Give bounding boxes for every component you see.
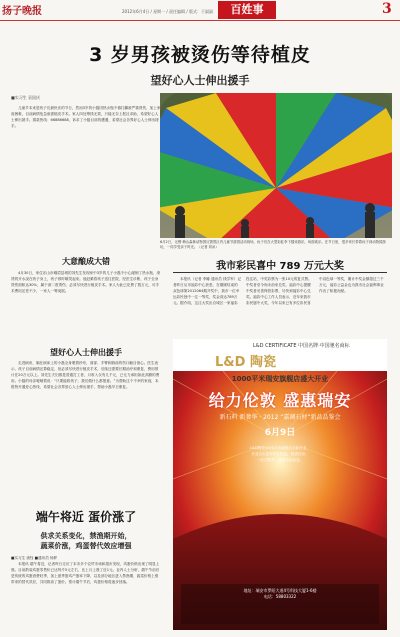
subhead: 望好心人士伸出援手: [150, 74, 250, 87]
ad-detail-text: [173, 445, 387, 463]
ad-brand-name: L&D 陶瓷: [215, 355, 276, 370]
egg-price-byline: ■实习生 唐钰 ■通讯员 杨梦: [11, 556, 58, 560]
ad-tagline: 1000平米瑞安旗舰店盛大开业: [231, 375, 329, 383]
ad-certificate-mark: L&D CERTIFICATE 中国名牌·中国驰名商标: [253, 343, 350, 349]
section-heading-accident: 大意酿成大错: [62, 257, 110, 266]
ad-event-date: 6月9日: [264, 428, 296, 438]
page-number: 3: [382, 1, 392, 17]
article-body-accident: 4月30日，家住乐山市峨眉县城的刘先生发现家中3岁的儿子小磊不小心碰倒了热水瓶，滚烫的开水浇在孩子身上，孩子顿时嚎哭起来。他赶紧将孩子送往医院，经医生诊断，孩子全身烫伤面积达30%，属于深二度烫伤，必须尽快进行植皮手术。家人为此已花费了数万元，可手术费用还差不少，一家人一筹莫展。: [11, 271, 161, 293]
photo-caption: 6月2日，无锡·梅山森林动物园反馈景区内儿童节游园活动现场，孩子们在大型彩虹伞下嬉戏游乐，场面欢乐。在节日里，很多家长带着孩子到动物园游玩，一同享受亲子时光。（记者 刘冰）: [160, 240, 386, 250]
lottery-headline: 我市彩民喜中 789 万元大奖: [216, 261, 344, 272]
egg-price-article: [11, 555, 161, 585]
ad-address-line: 地址：瑞安市罗阳大道4号科技大厦1-6楼: [243, 588, 317, 593]
ad-contact-info: [173, 588, 387, 600]
egg-price-subheadline: [11, 531, 161, 551]
news-photo: [160, 93, 392, 238]
section-heading-appeal: 望好心人士伸出援手: [50, 348, 122, 357]
section-title: 百姓事: [218, 1, 276, 19]
issue-line: 2012年6月4日 / 星期一 / 责任编辑 / 版式：于淑淑: [122, 9, 213, 14]
article-body-appeal: 走进病房，躺在病床上的小磊全身裹着纱布，面部、手臂和胸前的伤口触目惊心。医生表示，孩子目前病情还算稳定，但必须尽快进行植皮手术，后续还需要长期治疗和康复，费用预计在20万元以上。刘先生夫妇都是普通打工者，月收入仅有几千元，已无力承担如此高额的费用。小磊的母亲哽咽着说：“只要能救孩子，我们做什么都愿意。”为帮助这个不幸的家庭，本报特开通爱心热线，希望社会各界爱心人士伸出援手，帮助小磊早日康复。: [11, 361, 160, 389]
newspaper-logo: 扬子晚报: [2, 6, 42, 17]
ad-event-title: 新石料 新奢华 · 2012 “嘉调石材”新品品鉴会: [219, 414, 341, 421]
byline: ■实习生 袁国庆: [11, 95, 41, 100]
ad-slogan: 给力伦敦 盛惠瑞安: [208, 391, 352, 410]
ad-detail-line: L&D陶瓷1000平米旗舰店全新开业，: [250, 446, 310, 450]
ad-phone-line: 电话：58803322: [263, 594, 297, 599]
lead-paragraph: 儿童节本来是孩子们最快乐的节日，然而3岁的小磊因热水瓶不慎打翻被严重烫伤，加上家庭困难，目前病情危急亟需植皮手术。家人四处筹钱无果，只能无奈上报社求助，希望好心人士伸出援手。捐款热线：66886688，诉求了小磊目前的遭遇，希望社会各界好心人士伸出援手。: [11, 106, 161, 128]
headline: 3 岁男孩被烫伤等待植皮: [89, 44, 311, 66]
ad-detail-line: 开业当天更有好礼相送，惊喜折扣，: [251, 452, 309, 456]
subheadline-line: 供求关系变化，禁渔期开始，: [40, 532, 132, 540]
egg-price-article-body: 本报讯 端午将近，记者昨日走访了本市多个农贸市场和超市发现，鸡蛋价格出现了明显上涨。目前散装鸡蛋零售价已达每斤5元左右，比上月上涨了近1元。业内人士分析，端午节前后是传统的鸡蛋消费旺季，加上夏季蛋鸡产蛋率下降，以及部分地区进入禁渔期、蔬菜价格上涨带来的替代效应，共同推高了蛋价。预计端午节后，鸡蛋价格将逐步回落。: [11, 562, 160, 584]
ad-detail-line: 一站式购齐，诚邀莅临品鉴。: [256, 458, 304, 462]
egg-price-headline: 端午将近 蛋价涨了: [35, 510, 137, 524]
parachute-photo-illustration: [160, 93, 392, 238]
divider: [173, 272, 387, 273]
subheadline-line: 蔬菜价涨，鸡蛋替代效应增强: [40, 542, 132, 550]
lottery-article-body: 本报讯（记者 李娜 通讯员 钱学军）记者昨日从市福彩中心获悉，在刚刚结束的双色球第2012064期开奖中，我市一位幸运彩民独中一注一等奖，奖金高达789万元。据介绍，这注大奖出自城区一家福彩投注站，中奖彩票为一张10元的复式票。中奖者至今尚未前来兑奖，福彩中心提醒中奖者妥善保管彩票，尽快到福彩中心兑奖。福彩中心工作人员表示，近年来我市彩民屡中大奖，今年以来已有多位彩民喜中双色球一等奖，累计中奖金额超过三千万元，福彩公益金也为我市社会福利事业作出了积极贡献。: [173, 277, 384, 305]
